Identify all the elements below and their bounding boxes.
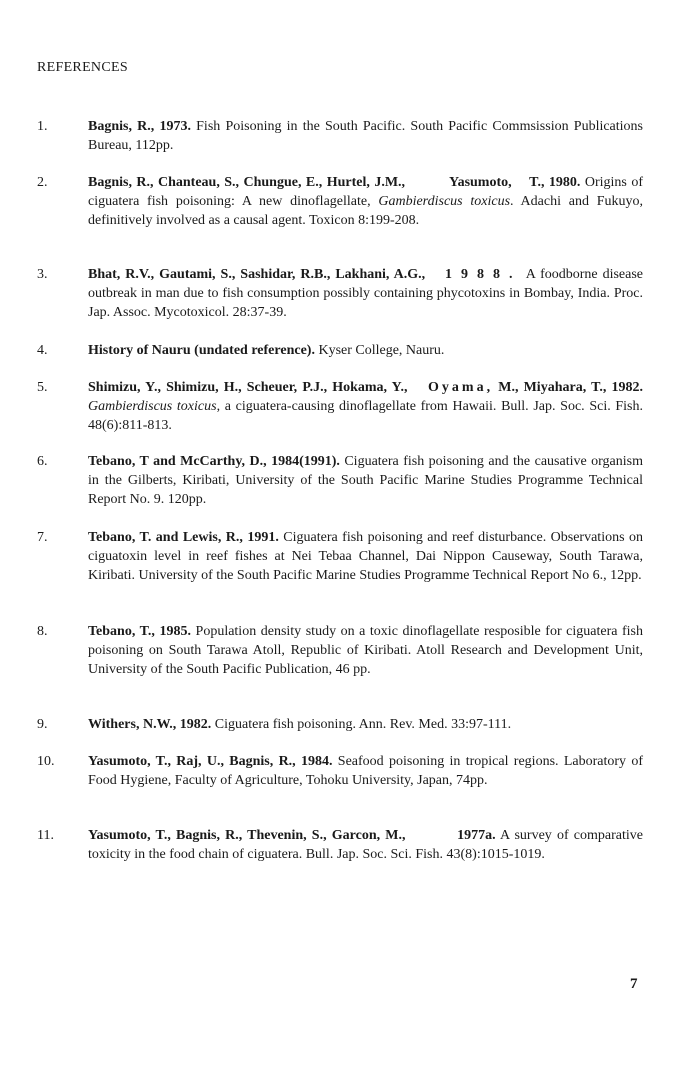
reference-text [88,117,643,155]
reference-number: 10. [37,754,55,769]
reference-number: 7. [37,530,48,545]
reference-details: Fish Poisoning in the South Pacific. South Pacific Commsission Publications Bureau, 112pp. [88,119,643,153]
page-heading: REFERENCES [37,60,128,75]
reference-details: Kyser College, Nauru. [314,343,445,358]
reference-year: 1988. [445,267,522,282]
reference-number: 6. [37,454,48,469]
reference-number: 2. [37,175,48,190]
reference-number: 3. [37,267,48,282]
reference-text [88,452,643,509]
reference-number: 9. [37,717,48,732]
reference-author-spaced: Oyama, [428,380,494,395]
reference-text [88,265,643,322]
reference-text [88,826,647,864]
page-number: 7 [630,976,638,992]
reference-number: 11. [37,828,54,843]
reference-authors: Shimizu, Y., Shimizu, H., Scheuer, P.J., Hokama, Y., [88,380,408,395]
reference-details: Origins of ciguatera fish poisoning: A new dinoflagellate, [88,175,647,209]
reference-details: Seafood poisoning in tropical regions. Laboratory of Food Hygiene, Faculty of Agriculture, Tohoku University, Japan, 74pp. [88,754,644,788]
reference-authors: Bagnis, R., 1973. [88,119,191,134]
reference-authors: Yasumoto, T., Raj, U., Bagnis, R., 1984. [88,754,333,769]
reference-text [88,173,647,230]
reference-details: Ciguatera fish poisoning and reef disturbance. Observations on ciguatoxin level in reef fishes at Nei Tebaa Channel, Dai Nippon Causeway, South Tarawa, Kiribati. University of the South Pacific Marine Studies Programme Technical Report No 6., 12pp. [88,530,643,583]
reference-authors: Yasumoto, T., Bagnis, R., Thevenin, S., Garcon, M., 1977a. [88,828,496,843]
reference-text [88,341,643,360]
reference-number: 1. [37,119,48,134]
reference-authors: Bhat, R.V., Gautami, S., Sashidar, R.B., Lakhani, A.G., [88,267,426,282]
reference-details: , a ciguatera-causing dinoflagellate from Hawaii. Bull. Jap. Soc. Sci. Fish. 48(6):811-813. [88,399,643,433]
reference-authors: Withers, N.W., 1982. [88,717,212,732]
reference-authors: History of Nauru (undated reference). [88,343,315,358]
reference-text [88,622,643,679]
reference-text [88,715,643,734]
reference-italic-name: Gambierdiscus toxicus [378,194,511,209]
reference-italic-name: Gambierdiscus toxicus [88,399,217,414]
reference-number: 4. [37,343,48,358]
reference-authors: Tebano, T and McCarthy, D., 1984(1991). [88,454,340,469]
reference-details: A survey of comparative toxicity in the food chain of ciguatera. Bull. Jap. Soc. Sci. Fish. 43(8):1015-1019. [88,828,647,862]
reference-number: 5. [37,380,48,395]
reference-number: 8. [37,624,48,639]
reference-details: A foodborne disease outbreak in man due to fish consumption possibly containing phycotoxins in Bombay, India. Proc. Jap. Assoc. Mycotoxicol. 28:37-39. [88,267,644,320]
reference-details: Population density study on a toxic dinoflagellate resposible for ciguatera fish poisoning on South Tarawa Atoll, Republic of Kiribati. Atoll Research and Development Unit, University of the South Pacific Publication, 46 pp. [88,624,643,677]
reference-authors: Tebano, T., 1985. [88,624,191,639]
reference-details: Ciguatera fish poisoning and the causative organism in the Gilberts, Kiribati, University of the South Pacific Marine Studies Programme Technical Report No. 9. 120pp. [88,454,643,507]
reference-text [88,378,643,435]
reference-text [88,528,643,585]
reference-authors: Bagnis, R., Chanteau, S., Chungue, E., Hurtel, J.M., Yasumoto, T., 1980. [88,175,581,190]
reference-details: . Adachi and Fukuyo, definitively involved as a causal agent. Toxicon 8:199-208. [88,194,647,228]
reference-details: Ciguatera fish poisoning. Ann. Rev. Med. 33:97-111. [211,717,512,732]
reference-text [88,752,643,790]
reference-authors: M., Miyahara, T., 1982. [498,380,644,395]
reference-authors: Tebano, T. and Lewis, R., 1991. [88,530,279,545]
